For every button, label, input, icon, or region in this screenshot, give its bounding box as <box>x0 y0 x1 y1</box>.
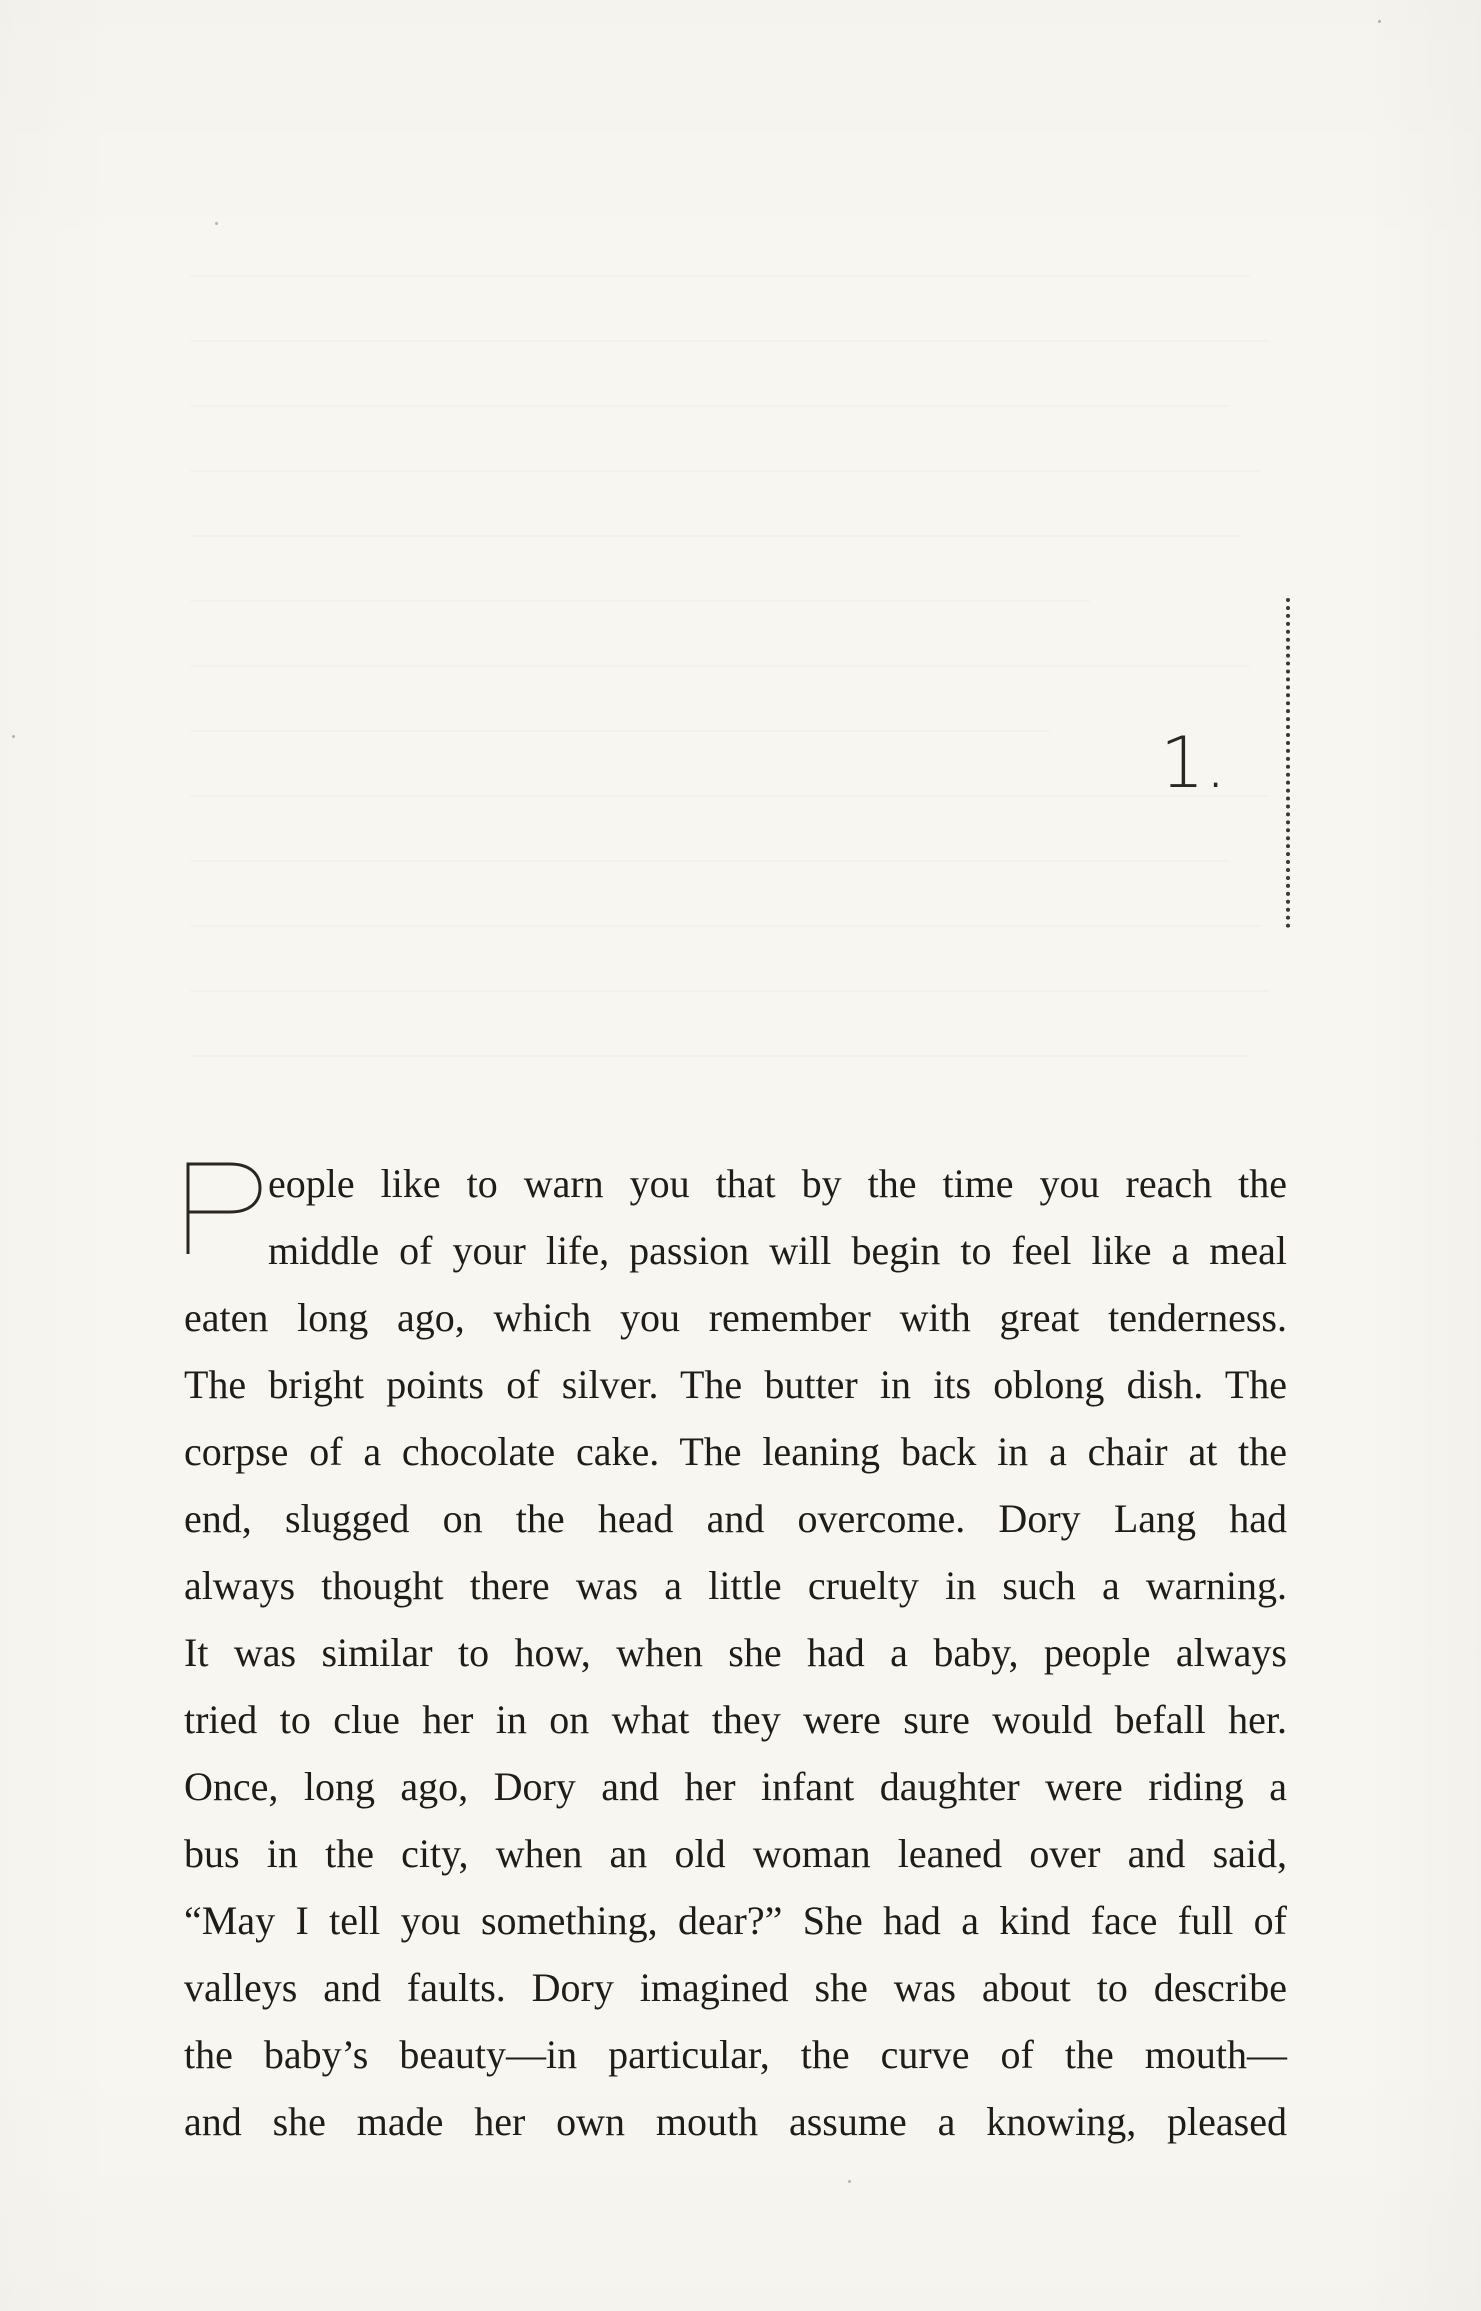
paragraph-line: “May I tell you something, dear?” She had a kind face full of <box>184 1898 1287 1943</box>
paragraph-line: tried to clue her in on what they were sure would befall her. <box>184 1697 1287 1742</box>
paragraph-line: The bright points of silver. The butter in its oblong dish. The <box>184 1362 1287 1407</box>
chapter-number: 1. <box>1160 722 1227 804</box>
show-through-line <box>190 535 1240 537</box>
paragraph-line: corpse of a chocolate cake. The leaning back in a chair at the <box>184 1429 1287 1474</box>
paragraph-line: eople like to warn you that by the time you reach the <box>268 1161 1287 1206</box>
show-through-line <box>190 1055 1250 1057</box>
show-through-line <box>190 665 1250 667</box>
paper-speck <box>12 735 15 738</box>
show-through-line <box>190 470 1260 472</box>
paragraph-line: middle of your life, passion will begin to feel like a meal <box>268 1228 1287 1273</box>
paragraph-line: Once, long ago, Dory and her infant daughter were riding a <box>184 1764 1287 1809</box>
paragraph-line: and she made her own mouth assume a knowing, pleased <box>184 2099 1287 2144</box>
show-through-line <box>190 405 1230 407</box>
show-through-line <box>190 925 1260 927</box>
show-through-line <box>190 795 1270 797</box>
chapter-dotted-rule <box>1286 598 1290 928</box>
show-through-line <box>190 730 1050 732</box>
paragraph-line: valleys and faults. Dory imagined she was about to describe <box>184 1965 1287 2010</box>
show-through-line <box>190 860 1230 862</box>
show-through-line <box>190 990 1270 992</box>
show-through-line <box>190 600 1090 602</box>
paragraph-line: end, slugged on the head and overcome. Dory Lang had <box>184 1496 1287 1541</box>
paragraph-line: always thought there was a little cruelty in such a warning. <box>184 1563 1287 1608</box>
paragraph-line: It was similar to how, when she had a baby, people always <box>184 1630 1287 1675</box>
show-through-line <box>190 275 1250 277</box>
paper-speck <box>848 2180 851 2183</box>
chapter-opening-paragraph <box>184 1150 1287 2155</box>
paragraph-line: eaten long ago, which you remember with great tenderness. <box>184 1295 1287 1340</box>
show-through-line <box>190 340 1270 342</box>
paragraph-line: bus in the city, when an old woman leaned over and said, <box>184 1831 1287 1876</box>
paper-speck <box>1378 20 1381 23</box>
paper-speck <box>215 222 218 225</box>
paragraph-line: the baby’s beauty—in particular, the curve of the mouth— <box>184 2032 1287 2077</box>
